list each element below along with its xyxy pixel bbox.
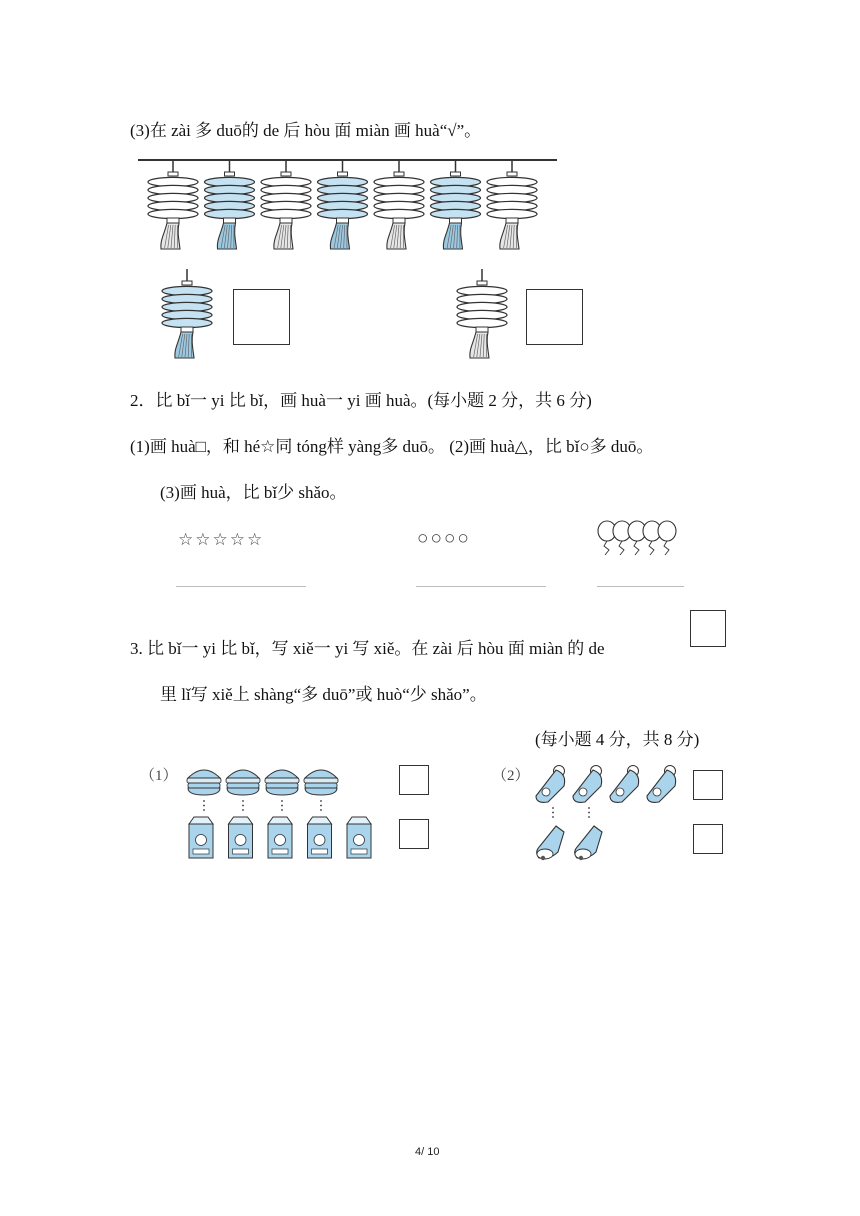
- answer-line-3[interactable]: [597, 586, 684, 587]
- answer-line-1[interactable]: [176, 586, 306, 587]
- answer-box-bell[interactable]: [693, 824, 723, 854]
- circle-row: ○○○○: [417, 528, 471, 549]
- lantern-single-blue: [150, 265, 230, 375]
- dotted-connectors-2: [530, 804, 690, 824]
- answer-box-whistle[interactable]: [693, 770, 723, 800]
- bell-group: [530, 822, 690, 867]
- question-2-title: 2．比 bǐ一 yi 比 bǐ，画 huà一 yi 画 huà。(每小题 2 分，共 6 分): [130, 391, 592, 410]
- lantern-row: [0, 0, 860, 260]
- page-number: 4/ 10: [415, 1146, 440, 1158]
- answer-line-2[interactable]: [416, 586, 546, 587]
- question-3-title-line1: 3. 比 bǐ一 yi 比 bǐ，写 xiě一 yi 写 xiě。在 zài 后 hòu 面 miàn 的 de: [130, 639, 605, 658]
- sub-question-2-label: （2）: [492, 768, 530, 784]
- question-3-points: (每小题 4 分，共 8 分): [535, 730, 700, 749]
- example-box-icon: [690, 610, 726, 647]
- question-3-title-line2: 里 lǐ写 xiě上 shàng“多 duō”或 huò“少 shǎo”。: [160, 685, 487, 704]
- hamburger-group: [183, 762, 383, 802]
- dotted-connectors-1: [183, 797, 383, 817]
- milk-carton-group: [183, 816, 383, 866]
- answer-box-hamburger[interactable]: [399, 765, 429, 795]
- answer-box-lantern-white[interactable]: [526, 289, 583, 345]
- balloon-group: [595, 520, 695, 560]
- question-2-sub-1-2: (1)画 huà□，和 hé☆同 tóng样 yàng多 duō。 (2)画 huà△，比 bǐ○多 duō。: [130, 437, 654, 456]
- lantern-single-white: [445, 265, 525, 375]
- star-row: ☆☆☆☆☆: [178, 530, 265, 549]
- question-2-sub-3: (3)画 huà，比 bǐ少 shǎo。: [160, 483, 347, 502]
- sub-question-1-label: （1）: [140, 768, 178, 784]
- question-3-instruction: (3)在 zài 多 duō的 de 后 hòu 面 miàn 画 huà“√”。: [130, 121, 482, 140]
- answer-box-lantern-blue[interactable]: [233, 289, 290, 345]
- whistle-group: [530, 762, 690, 807]
- answer-box-milk[interactable]: [399, 819, 429, 849]
